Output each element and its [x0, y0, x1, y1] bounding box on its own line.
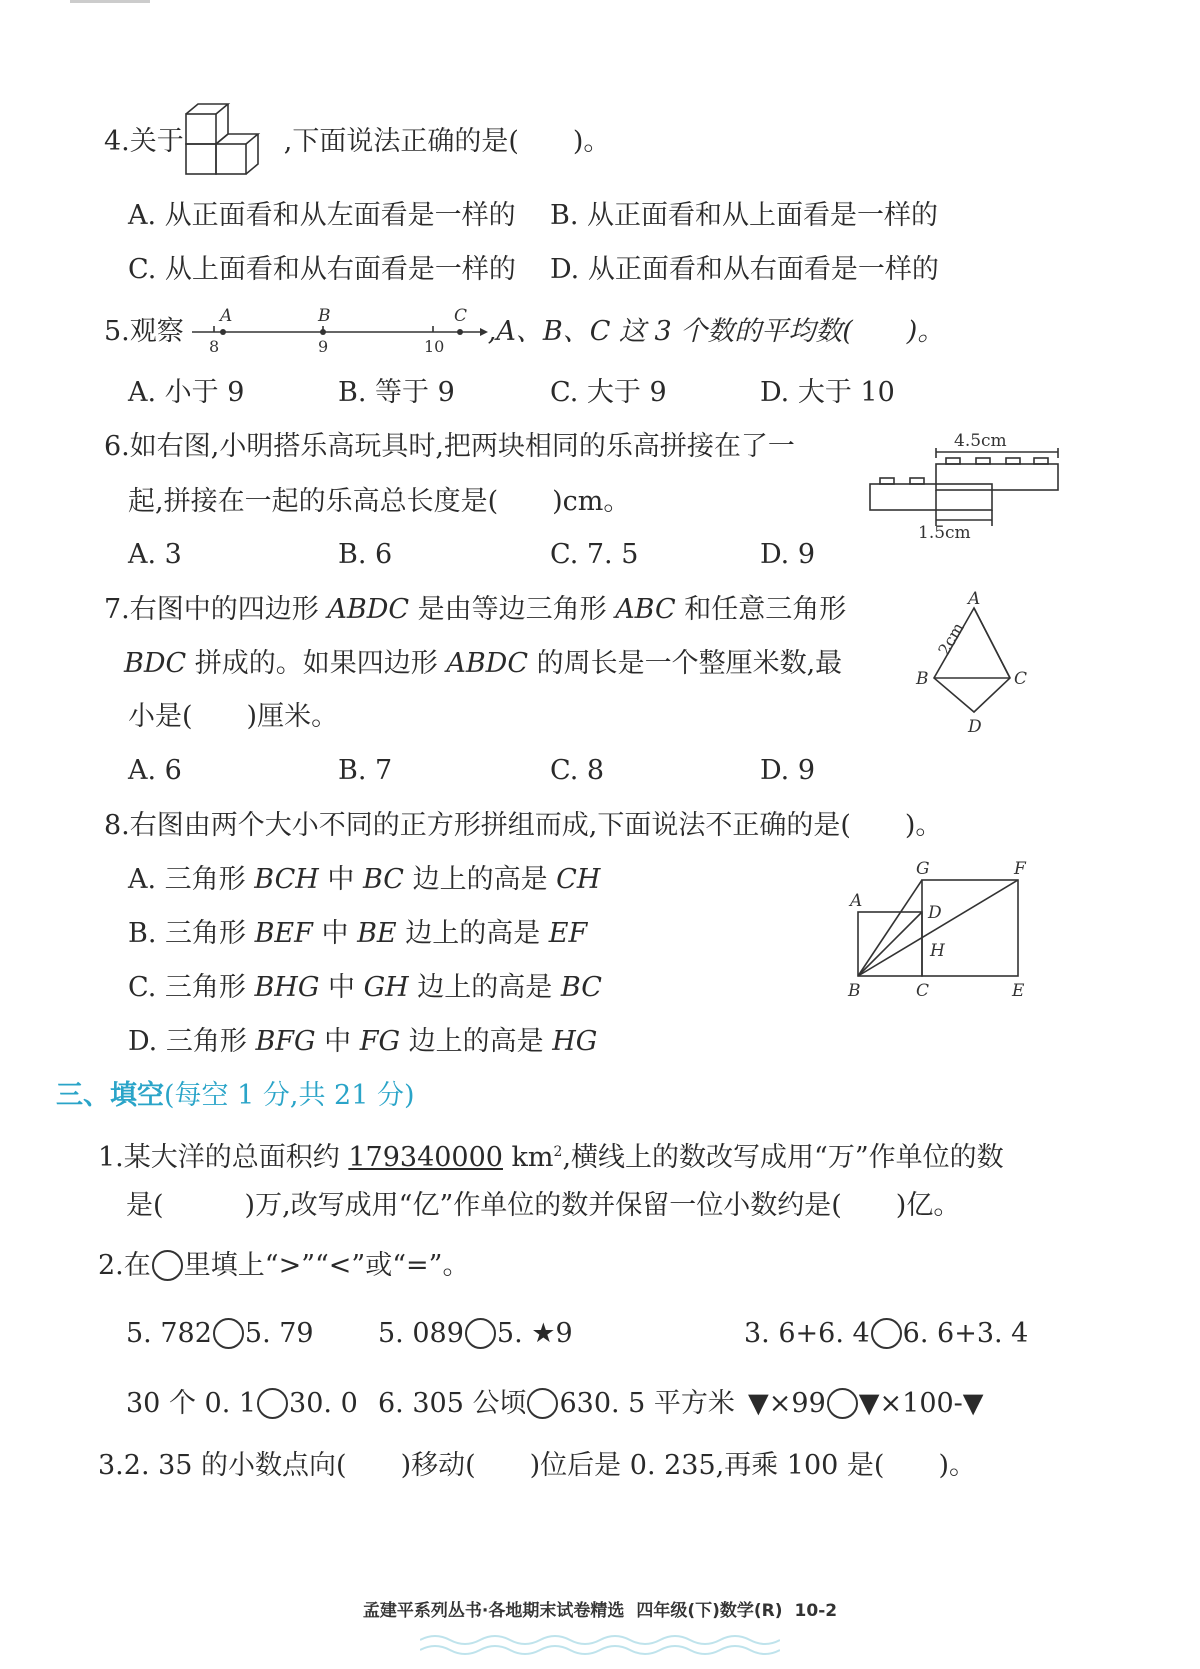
f2-r2c1: 30 个 0. 1 30. 0	[126, 1388, 358, 1419]
q8-label-b: B	[848, 981, 861, 1001]
q5-tick-10: 10	[424, 337, 445, 356]
q5-label-c: C	[454, 306, 468, 326]
q4-option-c: C. 从上面看和从右面看是一样的	[128, 254, 516, 285]
q7-label-d: D	[968, 717, 982, 737]
q7-label-c: C	[1014, 669, 1028, 689]
q5-option-d: D. 大于 10	[760, 377, 895, 408]
q5-option-a: A. 小于 9	[128, 377, 245, 408]
q6-option-a: A. 3	[128, 539, 182, 570]
q4-option-d: D. 从正面看和从右面看是一样的	[550, 254, 939, 285]
q7-quadrilateral-figure	[910, 590, 1040, 740]
q8-option-a: A. 三角形 BCH 中 BC 边上的高是 CH	[128, 864, 601, 895]
q5-tick-9: 9	[318, 337, 329, 356]
f2-r1c1: 5. 782 5. 79	[126, 1318, 314, 1349]
q5-label-a: A	[220, 306, 233, 326]
q5-label-b: B	[318, 306, 331, 326]
q4-option-a: A. 从正面看和从左面看是一样的	[128, 200, 516, 231]
footer-wave-decoration	[420, 1630, 780, 1660]
q7-label-a: A	[968, 589, 981, 609]
q8-option-c: C. 三角形 BHG 中 GH 边上的高是 BC	[128, 972, 602, 1003]
q6-dim-top: 4.5cm	[954, 431, 1007, 451]
f2-r2c2: 6. 305 公顷 630. 5 平方米	[378, 1388, 735, 1419]
q8-label-h: H	[930, 941, 945, 961]
compare-circle[interactable]	[152, 1250, 183, 1281]
f2-r1c3: 3. 6+6. 4 6. 6+3. 4	[744, 1318, 1029, 1349]
q7-option-d: D. 9	[760, 755, 816, 786]
page-footer: 孟建平系列丛书·各地期末试卷精选 四年级(下)数学(R) 10-2	[362, 1601, 838, 1621]
q7-option-b: B. 7	[338, 755, 393, 786]
q6-lego-figure	[866, 426, 1066, 546]
compare-circle[interactable]	[257, 1388, 288, 1419]
q5-stem: 5.观察 ,A、B、C 这 3 个数的平均数( )。	[104, 316, 945, 347]
q7-line3: 小是( )厘米。	[128, 701, 339, 732]
q5-option-b: B. 等于 9	[338, 377, 455, 408]
f2-r1c2: 5. 089 5. ★9	[378, 1318, 573, 1349]
q8-option-b: B. 三角形 BEF 中 BE 边上的高是 EF	[128, 918, 588, 949]
q7-line2: BDC 拼成的。如果四边形 ABDC 的周长是一个整厘米数,最	[124, 648, 843, 679]
q7-option-a: A. 6	[128, 755, 182, 786]
q8-label-e: E	[1012, 981, 1025, 1001]
compare-circle[interactable]	[465, 1318, 496, 1349]
q6-line2: 起,拼接在一起的乐高总长度是( )cm。	[128, 486, 631, 517]
q6-option-b: B. 6	[338, 539, 393, 570]
compare-circle[interactable]	[527, 1388, 558, 1419]
f3-line: 3.2. 35 的小数点向( )移动( )位后是 0. 235,再乘 100 是( )。	[98, 1450, 976, 1481]
q6-dim-bottom: 1.5cm	[918, 523, 971, 543]
compare-circle[interactable]	[213, 1318, 244, 1349]
top-edge-mark	[70, 0, 150, 3]
compare-circle[interactable]	[871, 1318, 902, 1349]
q6-option-d: D. 9	[760, 539, 816, 570]
f2-r2c3: ▼×99 ▼×100-▼	[748, 1388, 984, 1419]
f1-line1: 1.某大洋的总面积约 179340000 $km^2$,横线上的数改写成用“万”作单位的数	[98, 1142, 1004, 1173]
q8-squares-figure	[840, 856, 1050, 1056]
q4-option-b: B. 从正面看和从上面看是一样的	[550, 200, 939, 231]
q5-number-line	[190, 304, 490, 360]
q5-option-c: C. 大于 9	[550, 377, 667, 408]
q8-label-c: C	[916, 981, 930, 1001]
q8-label-a: A	[850, 891, 863, 911]
q8-label-g: G	[916, 859, 930, 879]
f2-stem: 2.在 里填上“>”“<”或“=”。	[98, 1250, 470, 1281]
q8-label-f: F	[1014, 859, 1026, 879]
q7-dim: 2cm	[934, 619, 968, 659]
f1-line2: 是( )万,改写成用“亿”作单位的数并保留一位小数约是( )亿。	[126, 1190, 961, 1221]
q5-tick-8: 8	[209, 337, 220, 356]
q7-line1: 7.右图中的四边形 ABDC 是由等边三角形 ABC 和任意三角形	[104, 594, 847, 625]
q4-stem: 4.关于 ,下面说法正确的是( )。	[104, 126, 611, 157]
q8-label-d: D	[928, 903, 942, 923]
q7-option-c: C. 8	[550, 755, 605, 786]
q7-label-b: B	[916, 669, 929, 689]
compare-circle[interactable]	[827, 1388, 858, 1419]
q8-stem: 8.右图由两个大小不同的正方形拼组而成,下面说法不正确的是( )。	[104, 810, 943, 841]
q4-cube-figure	[184, 102, 280, 178]
q6-option-c: C. 7. 5	[550, 539, 639, 570]
section3-heading: 三、填空(每空 1 分,共 21 分)	[56, 1080, 415, 1111]
q8-option-d: D. 三角形 BFG 中 FG 边上的高是 HG	[128, 1026, 598, 1057]
q6-line1: 6.如右图,小明搭乐高玩具时,把两块相同的乐高拼接在了一	[104, 431, 795, 462]
